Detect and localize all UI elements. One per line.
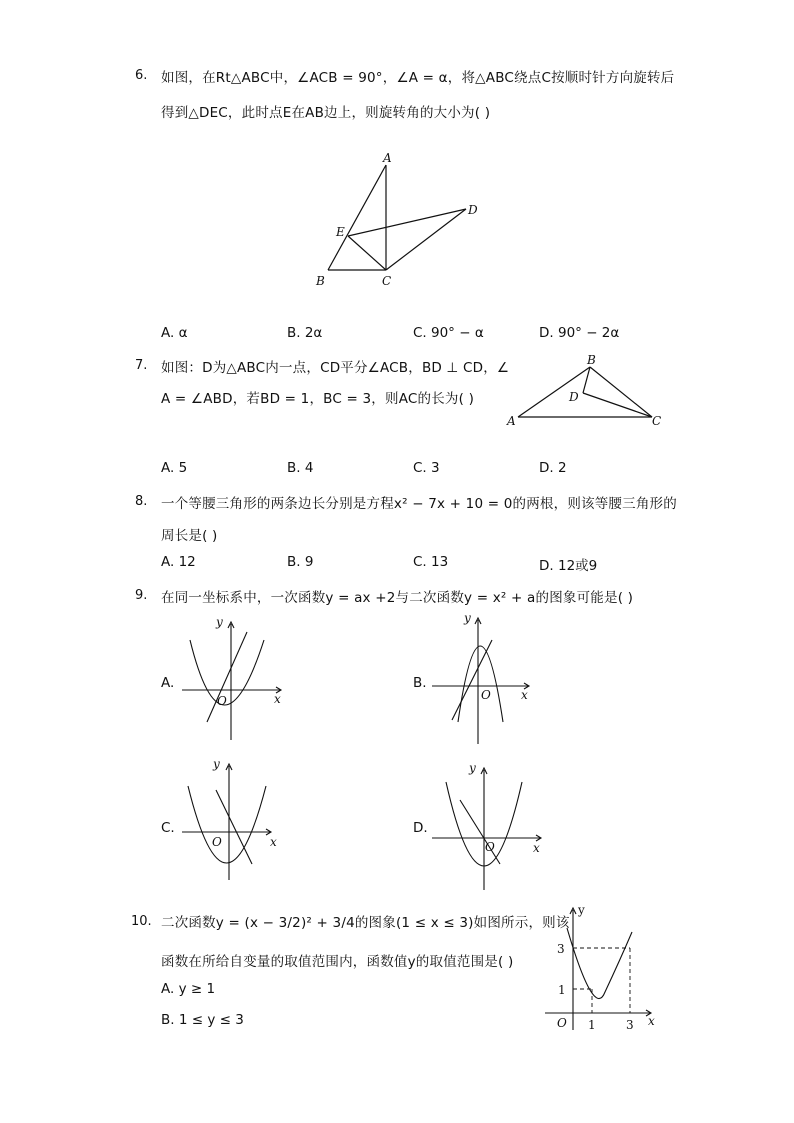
q9-c-origin: O	[212, 835, 222, 849]
q10-x-label: x	[648, 1014, 655, 1028]
q9-a-x-label: x	[274, 692, 281, 706]
q9-d-origin: O	[485, 840, 495, 854]
q6-label-b: B	[316, 274, 325, 288]
q10-x-tick-3: 3	[626, 1018, 634, 1032]
q6-text-line2: 得到△DEC，此时点E在AB边上，则旋转角的大小为( )	[161, 105, 491, 121]
q7-label-d: D	[569, 390, 579, 404]
q10-y-tick-1: 1	[558, 983, 566, 997]
q10-y-label: y	[578, 903, 585, 917]
q7-label-a: A	[507, 414, 516, 428]
q9-b-y-label: y	[464, 611, 471, 625]
q9-a-y-label: y	[216, 615, 223, 629]
q10-option-a: A. y ≥ 1	[161, 981, 216, 997]
q10-y-tick-3: 3	[557, 942, 565, 956]
q6-text-line1: 如图，在Rt△ABC中，∠ACB = 90°，∠A = α，将△ABC绕点C按顺时针方向旋转后	[161, 70, 675, 86]
q7-text-line1: 如图：D为△ABC内一点，CD平分∠ACB，BD ⊥ CD，∠	[161, 360, 510, 376]
q9-option-c: C.	[161, 820, 175, 836]
q9-d-x-label: x	[533, 841, 540, 855]
q10-text-line1: 二次函数y = (x − 3/2)² + 3/4的图象(1 ≤ x ≤ 3)如图所示，则该	[161, 915, 570, 931]
q6-label-c: C	[382, 274, 392, 288]
q9-option-b: B.	[413, 675, 427, 691]
q7-label-c: C	[652, 414, 662, 428]
q9-c-y-label: y	[213, 757, 220, 771]
q6-label-a: A	[383, 151, 392, 165]
q9-number: 9.	[135, 588, 148, 603]
q8-option-d: D. 12或9	[539, 558, 598, 574]
q8-number: 8.	[135, 494, 148, 509]
q9-c-x-label: x	[270, 835, 277, 849]
q9-a-origin: O	[217, 694, 227, 708]
q6-option-b: B. 2α	[287, 325, 323, 341]
q10-origin: O	[557, 1016, 567, 1030]
q8-option-a: A. 12	[161, 554, 196, 570]
q10-option-b: B. 1 ≤ y ≤ 3	[161, 1012, 244, 1028]
q6-label-e: E	[336, 225, 345, 239]
q7-option-d: D. 2	[539, 460, 567, 476]
q6-option-c: C. 90° − α	[413, 325, 484, 341]
q7-number: 7.	[135, 358, 148, 373]
q7-label-b: B	[587, 353, 596, 367]
q6-option-d: D. 90° − 2α	[539, 325, 620, 341]
q9-text-line1: 在同一坐标系中，一次函数y = ax +2与二次函数y = x² + a的图象可能是( )	[161, 590, 634, 606]
q9-b-x-label: x	[521, 688, 528, 702]
q6-number: 6.	[135, 68, 148, 83]
q8-text-line1: 一个等腰三角形的两条边长分别是方程x² − 7x + 10 = 0的两根，则该等腰三角形的	[161, 496, 677, 512]
q6-label-d: D	[468, 203, 478, 217]
q10-number: 10.	[131, 914, 152, 929]
q8-text-line2: 周长是( )	[161, 528, 218, 544]
q9-option-d: D.	[413, 820, 428, 836]
q7-option-c: C. 3	[413, 460, 440, 476]
q9-option-a: A.	[161, 675, 175, 691]
q9-d-y-label: y	[469, 761, 476, 775]
q7-text-line2: A = ∠ABD，若BD = 1，BC = 3，则AC的长为( )	[161, 391, 475, 407]
q7-option-b: B. 4	[287, 460, 314, 476]
q8-option-c: C. 13	[413, 554, 449, 570]
q8-option-b: B. 9	[287, 554, 314, 570]
q9-b-origin: O	[481, 688, 491, 702]
q10-text-line2: 函数在所给自变量的取值范围内，函数值y的取值范围是( )	[161, 954, 514, 970]
q7-option-a: A. 5	[161, 460, 188, 476]
q10-x-tick-1: 1	[588, 1018, 596, 1032]
q6-option-a: A. α	[161, 325, 188, 341]
